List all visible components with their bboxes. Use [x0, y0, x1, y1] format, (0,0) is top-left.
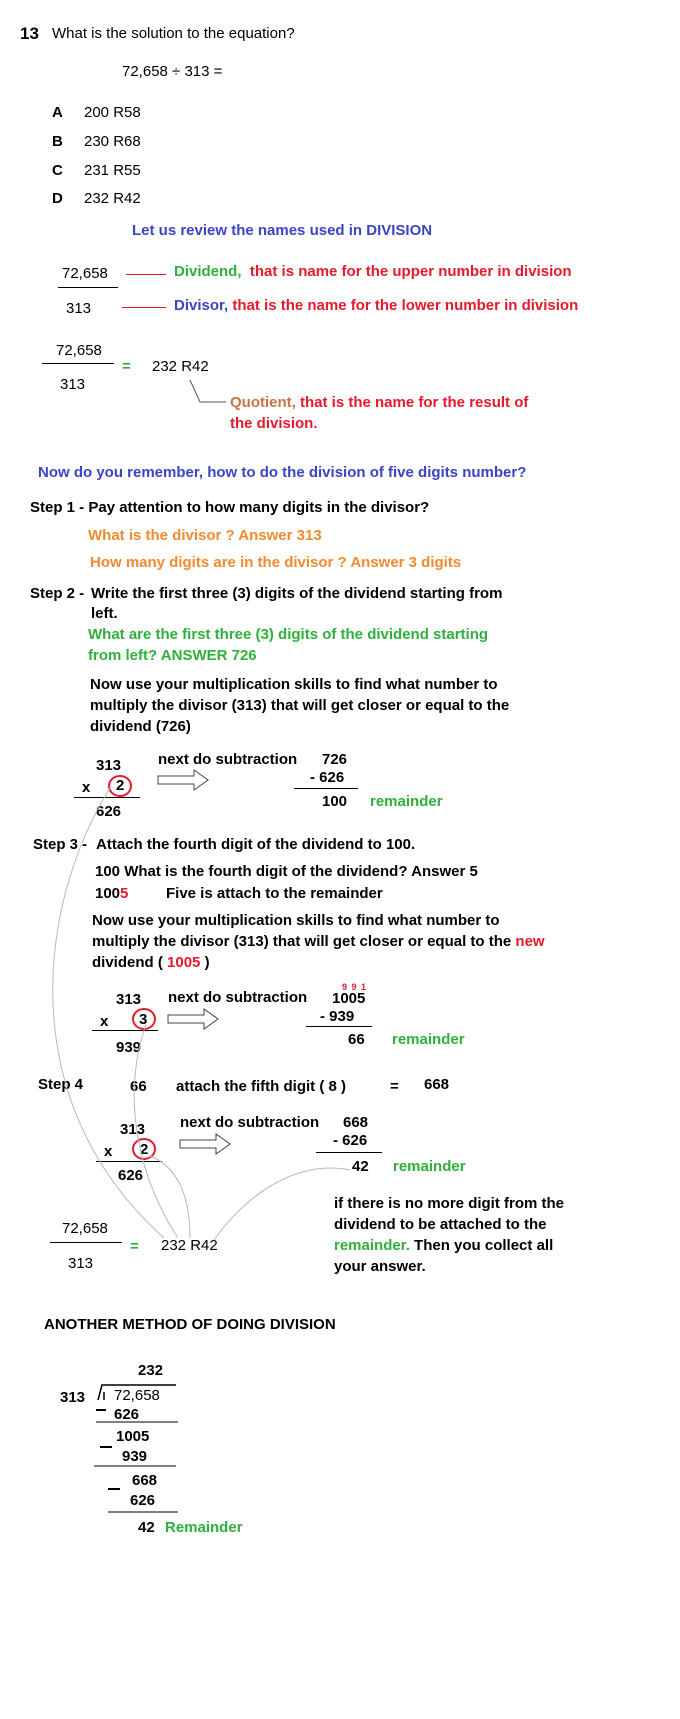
step4-equals: =: [390, 1078, 399, 1095]
step3-p2-new: new: [515, 933, 545, 950]
long-final: 42: [138, 1519, 155, 1536]
step4-note3-rest: Then you collect all: [414, 1237, 554, 1254]
step2-label: Step 2 -: [30, 585, 85, 602]
step2-sub-result: 100: [322, 793, 348, 810]
step3-title: Attach the fourth digit of the dividend to 100.: [96, 836, 416, 853]
step4-remainder: remainder: [393, 1158, 466, 1175]
step3-sub-result: 66: [348, 1031, 365, 1048]
arrow-icon: [158, 770, 208, 790]
fraction-top: 72,658: [56, 342, 102, 359]
digit-connector: [134, 1024, 178, 1238]
another-heading: ANOTHER METHOD OF DOING DIVISION: [44, 1316, 336, 1333]
long-sub1: 626: [114, 1406, 140, 1423]
step4-next: next do subtraction: [180, 1114, 320, 1131]
step4-mult-result: 626: [118, 1167, 144, 1184]
step1-q2: How many digits are in the divisor ? Answer 3 digits: [90, 554, 462, 571]
division-bracket: [98, 1385, 176, 1400]
step3-remainder: remainder: [392, 1031, 465, 1048]
step3-p3-value: 1005: [167, 954, 201, 971]
step2-p2: multiply the divisor (313) that will get closer or equal to the: [90, 697, 510, 714]
step3-sub-minus: - 939: [320, 1008, 355, 1025]
step4-note4: your answer.: [334, 1258, 426, 1275]
quotient-term: Quotient,: [230, 394, 296, 411]
choice-letter: C: [52, 162, 63, 179]
step3-p3-end: ): [204, 954, 210, 971]
step3-mult-result: 939: [116, 1039, 142, 1056]
step2-remainder: remainder: [370, 793, 443, 810]
step3-next: next do subtraction: [168, 989, 308, 1006]
step3-mult-top: 313: [116, 991, 142, 1008]
step4-sub-minus: - 626: [333, 1132, 368, 1149]
digit-connector: [53, 788, 164, 1238]
review-heading: Let us review the names used in DIVISION: [132, 222, 433, 239]
step2-mult-x: x: [82, 779, 91, 796]
arrow-icon: [168, 1009, 218, 1029]
dividend-term: Dividend,: [174, 263, 242, 280]
step2-sub-minus: - 626: [310, 769, 345, 786]
final-result: 232 R42: [161, 1237, 218, 1254]
choice-text: 231 R55: [84, 162, 141, 179]
step3-borrow: 9 9 1: [342, 982, 368, 992]
step3-p1: Now use your multiplication skills to find what number to: [92, 912, 500, 929]
fraction-bottom: 313: [60, 376, 86, 393]
equals-sign: =: [122, 358, 131, 375]
step2-mult-result: 626: [96, 803, 122, 820]
step4-sub-top: 668: [343, 1114, 369, 1131]
step4-circle: [133, 1139, 155, 1159]
divisor-desc: that is the name for the lower number in division: [232, 297, 579, 314]
step2-q-line2: from left? ANSWER 726: [88, 647, 257, 664]
step4-note1: if there is no more digit from the: [334, 1195, 565, 1212]
step4-sub-result: 42: [352, 1158, 369, 1175]
step2-mult-digit: 2: [116, 777, 125, 794]
choice-letter: D: [52, 190, 63, 207]
question-prompt: What is the solution to the equation?: [52, 25, 295, 42]
long-remainder-label: Remainder: [165, 1519, 243, 1536]
step3-attach-note: Five is attach to the remainder: [166, 885, 383, 902]
step3-attach-num: 100: [95, 885, 121, 902]
step3-circle: [133, 1009, 155, 1029]
quotient-desc-2: the division.: [230, 415, 318, 432]
step4-label: Step 4: [38, 1076, 84, 1093]
step2-mult-top: 313: [96, 757, 122, 774]
step3-mult-digit: 3: [139, 1011, 148, 1028]
result-value: 232 R42: [152, 358, 209, 375]
choice-text: 200 R58: [84, 104, 141, 121]
step1-title: Step 1 - Pay attention to how many digits in the divisor?: [30, 499, 430, 516]
step2-line1: Write the first three (3) digits of the dividend starting from: [91, 585, 503, 602]
step4-note3-green: remainder.: [334, 1237, 410, 1254]
step2-sub-top: 726: [322, 751, 348, 768]
step3-mult-x: x: [100, 1013, 109, 1030]
step2-circle: [109, 776, 131, 796]
choice-letter: A: [52, 104, 63, 121]
choice-text: 232 R42: [84, 190, 141, 207]
quotient-pointer: [190, 380, 226, 402]
final-fraction-bottom: 313: [68, 1255, 94, 1272]
final-fraction-top: 72,658: [62, 1220, 108, 1237]
long-sub3: 626: [130, 1492, 156, 1509]
divisor-value: 313: [66, 300, 92, 317]
question-number: 13: [20, 24, 39, 43]
step2-p3: dividend (726): [90, 718, 191, 735]
step4-mult-top: 313: [120, 1121, 146, 1138]
long-divisor: 313: [60, 1389, 86, 1406]
choice-letter: B: [52, 133, 63, 150]
step4-value: 66: [130, 1078, 147, 1095]
long-r1: 1005: [116, 1428, 150, 1445]
step2-p1: Now use your multiplication skills to find what number to: [90, 676, 498, 693]
step3-label: Step 3 -: [33, 836, 88, 853]
step4-result: 668: [424, 1076, 450, 1093]
step1-q1: What is the divisor ? Answer 313: [88, 527, 322, 544]
arrow-icon: [180, 1134, 230, 1154]
step4-note2: dividend to be attached to the: [334, 1216, 547, 1233]
divisor-term: Divisor,: [174, 297, 229, 314]
step2-line2: left.: [91, 605, 118, 622]
step3-p2-text: multiply the divisor (313) that will get closer or equal to the: [92, 933, 512, 950]
step3-sub-top: 1005: [332, 990, 366, 1007]
long-r2: 668: [132, 1472, 158, 1489]
dividend-desc: that is name for the upper number in division: [249, 263, 572, 280]
choice-text: 230 R68: [84, 133, 141, 150]
long-quotient: 232: [138, 1362, 164, 1379]
step4-text: attach the fifth digit ( 8 ): [176, 1078, 346, 1095]
dividend-value: 72,658: [62, 265, 108, 282]
step2-q-line1: What are the first three (3) digits of the dividend starting: [88, 626, 489, 643]
step4-mult-digit: 2: [140, 1141, 149, 1158]
step4-mult-x: x: [104, 1143, 113, 1160]
step3-attach-digit: 5: [120, 885, 129, 902]
question-equation: 72,658 ÷ 313 =: [122, 63, 223, 80]
long-dividend: 72,658: [114, 1387, 160, 1404]
quotient-desc: that is the name for the result of: [300, 394, 529, 411]
digit-connector: [214, 1168, 350, 1240]
final-equals: =: [130, 1238, 139, 1255]
step3-q: 100 What is the fourth digit of the dividend? Answer 5: [95, 863, 478, 880]
intro-text: Now do you remember, how to do the division of five digits number?: [38, 464, 527, 481]
step2-next: next do subtraction: [158, 751, 298, 768]
step3-p3-text: dividend (: [92, 954, 163, 971]
long-sub2: 939: [122, 1448, 148, 1465]
